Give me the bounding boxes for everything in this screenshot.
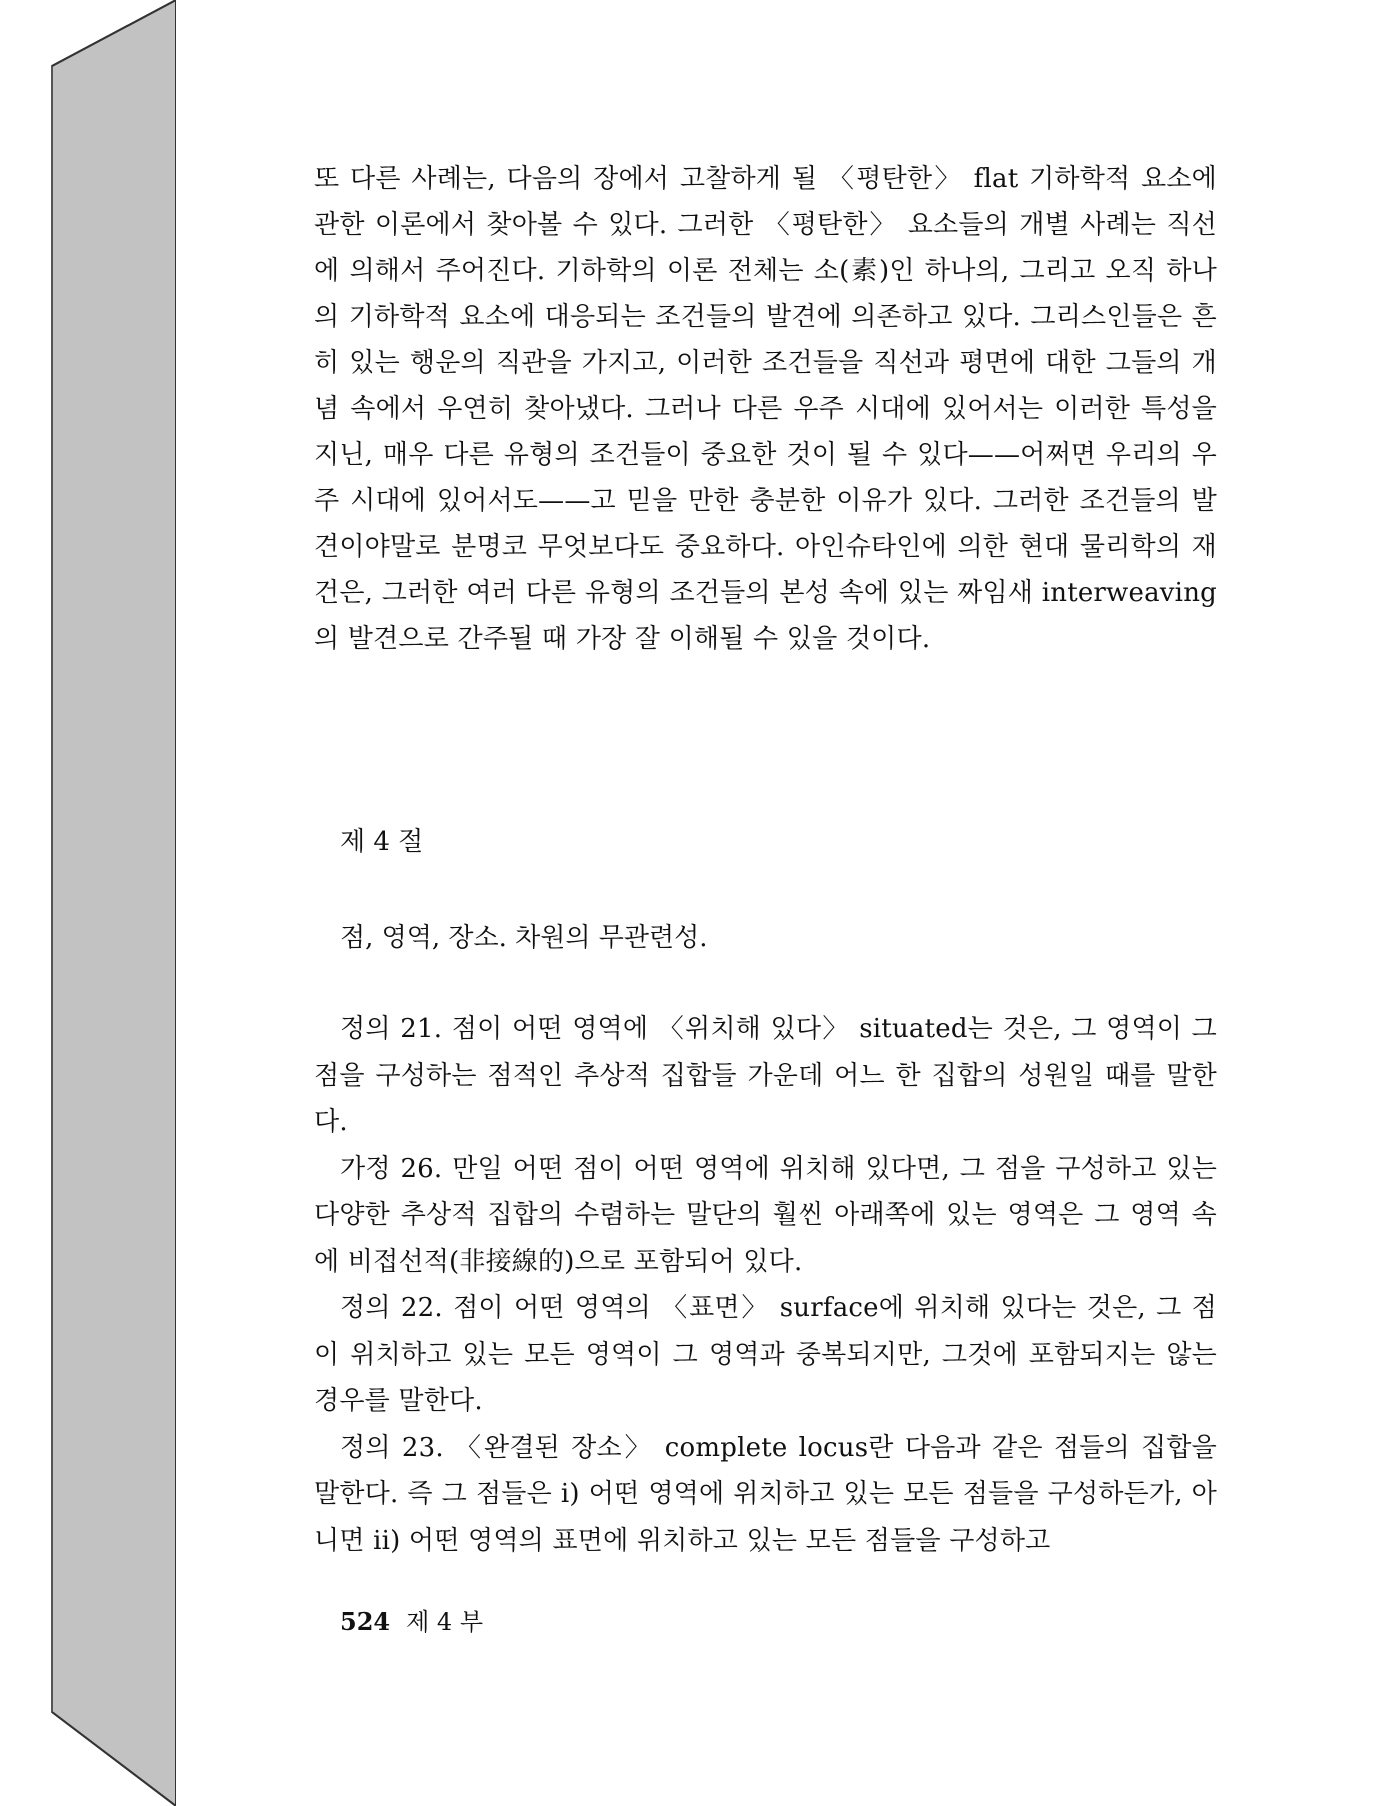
page-footer	[340, 1604, 483, 1640]
postulate-26	[314, 1146, 1217, 1286]
section-title: 점, 영역, 장소. 차원의 무관련성.	[340, 923, 708, 953]
definition-text: 점이 어떤 영역의 〈표면〉 surface에 위치해 있다는 것은, 그 점이 위치하고 있는 모든 영역이 그 영역과 중복되지만, 그것에 포함되지는 않는 경우를 말한다.	[314, 1293, 1217, 1416]
page-number: 524	[340, 1607, 391, 1636]
definition-21	[314, 1006, 1217, 1146]
definition-text: 〈완결된 장소〉 complete locus란 다음과 같은 점들의 집합을 말한다. 즉 그 점들은 i) 어떤 영역에 위치하고 있는 모든 점들을 구성하든가, 아니면 ii) 어떤 영역의 표면에 위치하고 있는 모든 점들을 구성하고	[314, 1432, 1217, 1556]
definitions-block	[314, 1006, 1217, 1564]
body-paragraph: 또 다른 사례는, 다음의 장에서 고찰하게 될 〈평탄한〉 flat 기하학적 요소에 관한 이론에서 찾아볼 수 있다. 그러한 〈평탄한〉 요소들의 개별 사례는 직선에 의해서 주어진다. 기하학의 이론 전체는 소(素)인 하나의, 그리고 오직 하나의 기하학적 요소에 대응되는 조건들의 발견에 의존하고 있다. 그리스인들은 흔히 있는 행운의 직관을 가지고, 이러한 조건들을 직선과 평면에 대한 그들의 개념 속에서 우연히 찾아냈다. 그러나 다른 우주 시대에 있어서는 이러한 특성을 지닌, 매우 다른 유형의 조건들이 중요한 것이 될 수 있다——어쩌면 우리의 우주 시대에 있어서도——고 믿을 만한 충분한 이유가 있다. 그러한 조건들의 발견이야말로 분명코 무엇보다도 중요하다. 아인슈타인에 의한 현대 물리학의 재건은, 그러한 여러 다른 유형의 조건들의 본성 속에 있는 짜임새 interweaving의 발견으로 간주될 때 가장 잘 이해될 수 있을 것이다.	[314, 164, 1217, 654]
definition-text: 점이 어떤 영역에 〈위치해 있다〉 situated는 것은, 그 영역이 그 점을 구성하는 점적인 추상적 집합들 가운데 어느 한 집합의 성원일 때를 말한다.	[314, 1014, 1218, 1137]
postulate-text: 만일 어떤 점이 어떤 영역에 위치해 있다면, 그 점을 구성하고 있는 다양한 추상적 집합의 수렴하는 말단의 훨씬 아래쪽에 있는 영역은 그 영역 속에 비접선적(非接線的)으로 포함되어 있다.	[314, 1153, 1218, 1277]
section-number: 제 4 절	[340, 827, 424, 857]
definition-23	[314, 1425, 1217, 1565]
definition-head: 정의 23.	[340, 1432, 444, 1463]
definition-head: 정의 21.	[340, 1014, 443, 1044]
definition-22	[314, 1285, 1217, 1425]
book-page	[176, 0, 1375, 1806]
definition-head: 정의 22.	[340, 1293, 443, 1323]
part-label: 제 4 부	[406, 1608, 484, 1636]
postulate-head: 가정 26.	[340, 1153, 443, 1184]
